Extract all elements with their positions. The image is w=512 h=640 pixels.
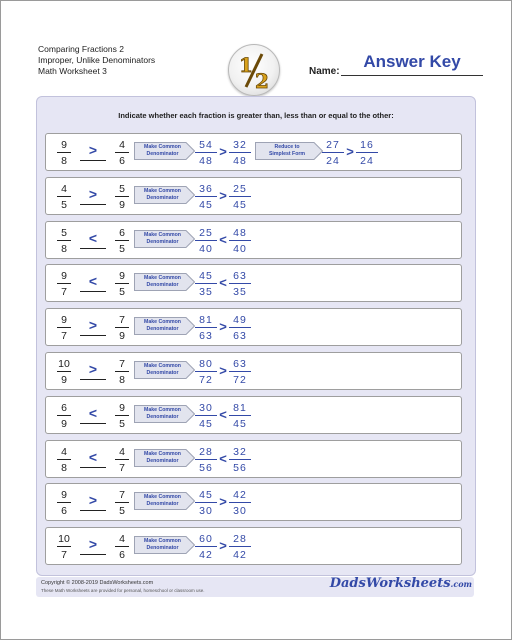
common-fraction-bar (195, 283, 217, 284)
common-fraction-bar (195, 546, 217, 547)
common-numerator: 45 (199, 489, 213, 501)
common-second-fraction-bar (229, 327, 251, 328)
reduce-to-simplest-form-label-line2: Simplest Form (268, 151, 306, 157)
common-numerator: 60 (199, 533, 213, 545)
common-second-denominator: 45 (233, 199, 247, 211)
answer-blank (80, 379, 106, 380)
second-numerator: 6 (119, 227, 125, 239)
answer-blank (80, 467, 106, 468)
common-comparison-sign: > (219, 494, 227, 509)
make-common-denominator-label-line2: Denominator (146, 370, 179, 376)
common-second-denominator: 72 (233, 374, 247, 386)
second-fraction-bar (115, 240, 129, 241)
common-comparison-sign: < (219, 407, 227, 422)
first-denominator: 9 (61, 374, 67, 386)
second-denominator: 7 (119, 462, 125, 474)
answer-blank (80, 335, 106, 336)
make-common-denominator-label (134, 405, 195, 423)
common-comparison-sign: > (219, 363, 227, 378)
make-common-denominator-label (134, 142, 195, 160)
answer-sign: < (88, 449, 98, 465)
common-second-numerator: 48 (233, 227, 247, 239)
reduce-to-simplest-form-label (255, 142, 323, 160)
common-second-denominator: 45 (233, 418, 247, 430)
answer-sign: > (88, 317, 98, 333)
common-denominator: 42 (199, 549, 213, 561)
common-numerator: 80 (199, 358, 213, 370)
make-common-denominator-label-line1: Make Common (144, 144, 181, 150)
problem-row (45, 396, 462, 434)
make-common-denominator-label (134, 230, 195, 248)
second-numerator: 9 (119, 402, 125, 414)
common-second-numerator: 42 (233, 489, 247, 501)
common-second-fraction-bar (229, 502, 251, 503)
common-second-denominator: 40 (233, 243, 247, 255)
answer-sign: > (88, 142, 98, 158)
common-numerator: 36 (199, 183, 213, 195)
make-common-denominator-label (134, 317, 195, 335)
second-denominator: 9 (119, 199, 125, 211)
first-fraction-bar (57, 459, 71, 460)
make-common-denominator-label-text (134, 232, 195, 246)
common-comparison-sign: > (219, 144, 227, 159)
common-comparison-sign: < (219, 232, 227, 247)
second-denominator: 5 (119, 505, 125, 517)
reduced-denominator: 24 (326, 155, 340, 167)
make-common-denominator-label-text (134, 319, 195, 333)
make-common-denominator-label (134, 186, 195, 204)
common-second-numerator: 63 (233, 270, 247, 282)
answer-sign: > (88, 186, 98, 202)
first-fraction-bar (57, 327, 71, 328)
make-common-denominator-label-line2: Denominator (146, 501, 179, 507)
common-second-numerator: 49 (233, 314, 247, 326)
common-second-denominator: 30 (233, 505, 247, 517)
answer-sign: < (88, 230, 98, 246)
make-common-denominator-label-text (134, 275, 195, 289)
common-second-fraction-bar (229, 415, 251, 416)
answer-sign: > (88, 492, 98, 508)
problem-row (45, 133, 462, 171)
second-numerator: 4 (119, 446, 125, 458)
make-common-denominator-label-line1: Make Common (144, 319, 181, 325)
make-common-denominator-label-line2: Denominator (146, 414, 179, 420)
make-common-denominator-label (134, 492, 195, 510)
make-common-denominator-label-line1: Make Common (144, 275, 181, 281)
first-fraction-bar (57, 371, 71, 372)
common-denominator: 40 (199, 243, 213, 255)
second-fraction-bar (115, 196, 129, 197)
common-second-denominator: 56 (233, 462, 247, 474)
first-denominator: 5 (61, 199, 67, 211)
usage-text: These Math Worksheets are provided for personal, homeschool or classroom use. (41, 588, 205, 593)
common-fraction-bar (195, 152, 217, 153)
common-second-denominator: 42 (233, 549, 247, 561)
problem-row (45, 527, 462, 565)
common-comparison-sign: > (219, 538, 227, 553)
svg-text:2: 2 (255, 69, 269, 93)
common-denominator: 30 (199, 505, 213, 517)
first-numerator: 9 (61, 270, 67, 282)
reduced-second-fraction-bar (356, 152, 378, 153)
reduce-to-simplest-form-label-line1: Reduce to (274, 144, 300, 150)
first-denominator: 7 (61, 286, 67, 298)
make-common-denominator-label-line1: Make Common (144, 363, 181, 369)
make-common-denominator-label-text (134, 363, 195, 377)
second-denominator: 6 (119, 549, 125, 561)
first-numerator: 10 (58, 533, 70, 545)
second-denominator: 9 (119, 330, 125, 342)
make-common-denominator-label-line1: Make Common (144, 538, 181, 544)
brand-name: DadsWorksheets (329, 576, 451, 591)
make-common-denominator-label-line2: Denominator (146, 151, 179, 157)
answer-blank (80, 160, 106, 161)
answer-blank (80, 554, 106, 555)
make-common-denominator-label-text (134, 144, 195, 158)
common-denominator: 35 (199, 286, 213, 298)
first-numerator: 4 (61, 183, 67, 195)
answer-sign: < (88, 273, 98, 289)
common-fraction-bar (195, 371, 217, 372)
common-fraction-bar (195, 327, 217, 328)
second-numerator: 4 (119, 139, 125, 151)
make-common-denominator-label (134, 361, 195, 379)
common-comparison-sign: < (219, 451, 227, 466)
second-fraction-bar (115, 283, 129, 284)
common-numerator: 81 (199, 314, 213, 326)
common-comparison-sign: > (219, 319, 227, 334)
first-denominator: 8 (61, 462, 67, 474)
common-comparison-sign: < (219, 275, 227, 290)
one-half-icon (228, 44, 280, 96)
common-second-fraction-bar (229, 152, 251, 153)
common-second-fraction-bar (229, 196, 251, 197)
common-second-denominator: 48 (233, 155, 247, 167)
worksheet-number: Math Worksheet 3 (38, 66, 107, 76)
reduced-fraction-bar (322, 152, 344, 153)
common-denominator: 56 (199, 462, 213, 474)
reduced-second-denominator: 24 (360, 155, 374, 167)
common-second-numerator: 32 (233, 139, 247, 151)
second-denominator: 8 (119, 374, 125, 386)
problem-row (45, 440, 462, 478)
second-numerator: 5 (119, 183, 125, 195)
second-numerator: 9 (119, 270, 125, 282)
common-denominator: 63 (199, 330, 213, 342)
svg-text:1: 1 (239, 53, 253, 77)
common-numerator: 54 (199, 139, 213, 151)
first-fraction-bar (57, 546, 71, 547)
first-fraction-bar (57, 152, 71, 153)
common-second-denominator: 35 (233, 286, 247, 298)
first-denominator: 9 (61, 418, 67, 430)
make-common-denominator-label (134, 536, 195, 554)
first-denominator: 8 (61, 155, 67, 167)
common-second-numerator: 25 (233, 183, 247, 195)
first-denominator: 7 (61, 549, 67, 561)
second-numerator: 7 (119, 358, 125, 370)
answer-blank (80, 510, 106, 511)
second-fraction-bar (115, 152, 129, 153)
common-denominator: 45 (199, 199, 213, 211)
second-fraction-bar (115, 371, 129, 372)
name-label: Name: (309, 66, 340, 77)
make-common-denominator-label-line1: Make Common (144, 407, 181, 413)
second-denominator: 5 (119, 418, 125, 430)
answer-sign: > (88, 361, 98, 377)
problem-row (45, 221, 462, 259)
reduce-to-simplest-form-label-text (255, 144, 323, 158)
common-second-numerator: 32 (233, 446, 247, 458)
common-numerator: 25 (199, 227, 213, 239)
reduced-comparison-sign: > (346, 144, 354, 159)
answer-blank (80, 423, 106, 424)
problem-row (45, 264, 462, 302)
second-denominator: 5 (119, 243, 125, 255)
answer-blank (80, 204, 106, 205)
common-second-numerator: 81 (233, 402, 247, 414)
first-denominator: 8 (61, 243, 67, 255)
first-fraction-bar (57, 240, 71, 241)
answer-key-label: Answer Key (363, 52, 461, 71)
second-numerator: 7 (119, 489, 125, 501)
make-common-denominator-label-text (134, 494, 195, 508)
reduced-numerator: 27 (326, 139, 340, 151)
brand-suffix: .com (450, 579, 472, 589)
first-numerator: 9 (61, 489, 67, 501)
worksheet-title: Comparing Fractions 2 (38, 44, 124, 54)
first-fraction-bar (57, 283, 71, 284)
make-common-denominator-label-text (134, 451, 195, 465)
answer-blank (80, 248, 106, 249)
common-denominator: 45 (199, 418, 213, 430)
second-denominator: 5 (119, 286, 125, 298)
answer-sign: < (88, 405, 98, 421)
common-second-fraction-bar (229, 371, 251, 372)
problem-row (45, 352, 462, 390)
second-fraction-bar (115, 415, 129, 416)
make-common-denominator-label-line2: Denominator (146, 458, 179, 464)
common-second-numerator: 28 (233, 533, 247, 545)
second-fraction-bar (115, 327, 129, 328)
first-numerator: 5 (61, 227, 67, 239)
common-second-numerator: 63 (233, 358, 247, 370)
first-fraction-bar (57, 196, 71, 197)
second-denominator: 6 (119, 155, 125, 167)
problem-row (45, 308, 462, 346)
make-common-denominator-label-text (134, 188, 195, 202)
common-comparison-sign: > (219, 188, 227, 203)
reduced-second-numerator: 16 (360, 139, 374, 151)
answer-sign: > (88, 536, 98, 552)
make-common-denominator-label-text (134, 538, 195, 552)
second-fraction-bar (115, 502, 129, 503)
brand-logo (322, 576, 472, 591)
common-fraction-bar (195, 415, 217, 416)
common-numerator: 30 (199, 402, 213, 414)
common-second-fraction-bar (229, 546, 251, 547)
common-numerator: 28 (199, 446, 213, 458)
name-line (341, 75, 483, 76)
common-fraction-bar (195, 196, 217, 197)
make-common-denominator-label-line1: Make Common (144, 188, 181, 194)
first-numerator: 9 (61, 139, 67, 151)
first-numerator: 4 (61, 446, 67, 458)
make-common-denominator-label-line2: Denominator (146, 195, 179, 201)
first-denominator: 6 (61, 505, 67, 517)
first-numerator: 9 (61, 314, 67, 326)
first-fraction-bar (57, 415, 71, 416)
make-common-denominator-label-line1: Make Common (144, 494, 181, 500)
second-fraction-bar (115, 459, 129, 460)
first-fraction-bar (57, 502, 71, 503)
first-denominator: 7 (61, 330, 67, 342)
common-fraction-bar (195, 502, 217, 503)
second-fraction-bar (115, 546, 129, 547)
common-denominator: 48 (199, 155, 213, 167)
common-second-fraction-bar (229, 283, 251, 284)
problem-row (45, 483, 462, 521)
instructions: Indicate whether each fraction is greater than, less than or equal to the other: (118, 111, 394, 120)
common-second-fraction-bar (229, 459, 251, 460)
make-common-denominator-label (134, 449, 195, 467)
common-fraction-bar (195, 240, 217, 241)
answer-blank (80, 291, 106, 292)
worksheet-subtitle: Improper, Unlike Denominators (38, 55, 156, 65)
make-common-denominator-label-line1: Make Common (144, 451, 181, 457)
second-numerator: 4 (119, 533, 125, 545)
make-common-denominator-label-text (134, 407, 195, 421)
problem-row (45, 177, 462, 215)
first-numerator: 10 (58, 358, 70, 370)
make-common-denominator-label-line2: Denominator (146, 326, 179, 332)
make-common-denominator-label (134, 273, 195, 291)
common-fraction-bar (195, 459, 217, 460)
first-numerator: 6 (61, 402, 67, 414)
common-second-fraction-bar (229, 240, 251, 241)
make-common-denominator-label-line2: Denominator (146, 282, 179, 288)
common-denominator: 72 (199, 374, 213, 386)
common-second-denominator: 63 (233, 330, 247, 342)
make-common-denominator-label-line2: Denominator (146, 239, 179, 245)
make-common-denominator-label-line1: Make Common (144, 232, 181, 238)
make-common-denominator-label-line2: Denominator (146, 545, 179, 551)
second-numerator: 7 (119, 314, 125, 326)
copyright-text: Copyright © 2008-2019 DadsWorksheets.com (41, 580, 154, 586)
common-numerator: 45 (199, 270, 213, 282)
